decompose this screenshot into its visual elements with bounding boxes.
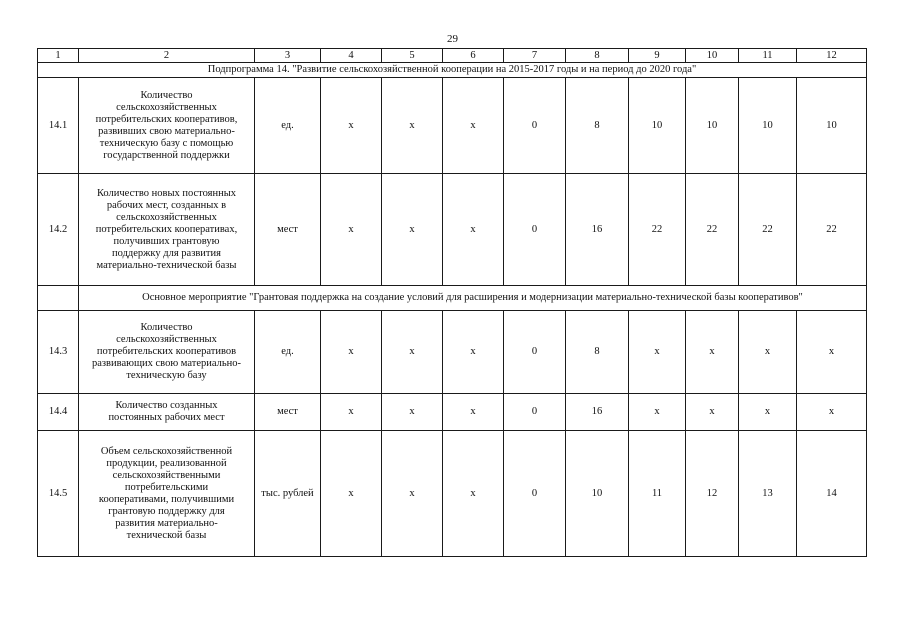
table-row: [38, 394, 867, 431]
value-cell: х: [686, 311, 739, 394]
value-cell: х: [629, 311, 686, 394]
value-cell: х: [382, 431, 443, 557]
row-number: 14.3: [38, 311, 79, 394]
description-line: поддержку для развития: [112, 247, 221, 259]
description-line: кооперативами, получившими: [98, 493, 235, 505]
value-cell: 0: [504, 174, 566, 286]
column-number: 12: [797, 49, 867, 63]
value-cell: х: [686, 394, 739, 431]
description-line: сельскохозяйственными: [112, 469, 221, 481]
row-number: 14.5: [38, 431, 79, 557]
value-cell: 22: [739, 174, 797, 286]
description-line: техническую базу с помощью: [99, 137, 234, 149]
description-line: сельскохозяйственных: [116, 211, 217, 223]
indicator-description: [79, 394, 255, 431]
value-cell: 12: [686, 431, 739, 557]
value-cell: 8: [566, 311, 629, 394]
value-cell: х: [321, 394, 382, 431]
value-cell: 14: [797, 431, 867, 557]
column-number: 11: [739, 49, 797, 63]
column-number: 4: [321, 49, 382, 63]
value-cell: 0: [504, 394, 566, 431]
value-cell: 11: [629, 431, 686, 557]
value-cell: х: [443, 394, 504, 431]
column-number-row: [38, 49, 867, 63]
value-cell: 13: [739, 431, 797, 557]
description-line: Количество новых постоянных: [96, 187, 237, 199]
table-row: [38, 431, 867, 557]
table-row: [38, 78, 867, 174]
description-line: рабочих мест, созданных в: [106, 199, 227, 211]
column-number: 7: [504, 49, 566, 63]
value-cell: х: [443, 78, 504, 174]
unit-cell: ед.: [255, 311, 321, 394]
column-number: 2: [79, 49, 255, 63]
column-number: 3: [255, 49, 321, 63]
column-number: 9: [629, 49, 686, 63]
value-cell: х: [382, 311, 443, 394]
value-cell: х: [739, 394, 797, 431]
subprogram-row: [38, 63, 867, 78]
value-cell: 8: [566, 78, 629, 174]
main-activity-title: Основное мероприятие "Грантовая поддержка на создание условий для расширения и модернизации материально-технической базы кооперативов": [79, 286, 867, 311]
description-line: Количество: [140, 322, 193, 333]
column-number: 1: [38, 49, 79, 63]
value-cell: х: [321, 311, 382, 394]
description-line: потребительскими: [124, 481, 209, 493]
value-cell: 10: [797, 78, 867, 174]
value-cell: 10: [629, 78, 686, 174]
unit-cell: мест: [255, 394, 321, 431]
description-line: развивающих свою материально-: [91, 358, 242, 369]
description-line: развивших свою материально-: [98, 125, 235, 137]
value-cell: х: [739, 311, 797, 394]
value-cell: 0: [504, 311, 566, 394]
row-number: 14.1: [38, 78, 79, 174]
description-line: сельскохозяйственных: [116, 101, 217, 113]
value-cell: х: [382, 394, 443, 431]
value-cell: х: [443, 174, 504, 286]
description-line: государственной поддержки: [103, 149, 230, 161]
value-cell: х: [321, 174, 382, 286]
description-line: техническую базу: [126, 370, 207, 381]
subprogram-title: Подпрограмма 14. "Развитие сельскохозяйственной кооперации на 2015-2017 годы и на период до 2020 года": [38, 63, 867, 78]
column-number: 8: [566, 49, 629, 63]
value-cell: х: [321, 78, 382, 174]
description-line: потребительских кооперативов,: [95, 113, 238, 125]
description-line: грантовую поддержку для: [108, 505, 225, 517]
table-row: [38, 174, 867, 286]
value-cell: 10: [566, 431, 629, 557]
value-cell: 22: [686, 174, 739, 286]
value-cell: х: [382, 174, 443, 286]
description-line: Объем сельскохозяйственной: [100, 445, 233, 457]
indicator-description: [79, 174, 255, 286]
value-cell: 16: [566, 394, 629, 431]
indicators-table: [37, 48, 867, 557]
description-line: получивших грантовую: [113, 235, 220, 247]
value-cell: 16: [566, 174, 629, 286]
description-line: потребительских кооперативах,: [95, 223, 238, 235]
description-line: постоянных рабочих мест: [108, 412, 225, 423]
description-line: Количество созданных: [115, 400, 218, 411]
description-line: сельскохозяйственных: [116, 334, 217, 345]
value-cell: 22: [629, 174, 686, 286]
value-cell: 0: [504, 431, 566, 557]
description-line: технической базы: [126, 529, 207, 541]
unit-cell: тыс. рублей: [255, 431, 321, 557]
column-number: 5: [382, 49, 443, 63]
description-line: развития материально-: [115, 517, 218, 529]
description-line: продукции, реализованной: [106, 457, 227, 469]
indicator-description: [79, 78, 255, 174]
indicator-description: [79, 311, 255, 394]
value-cell: х: [443, 311, 504, 394]
row-number: 14.4: [38, 394, 79, 431]
unit-cell: ед.: [255, 78, 321, 174]
value-cell: х: [382, 78, 443, 174]
unit-cell: мест: [255, 174, 321, 286]
description-line: потребительских кооперативов: [96, 346, 237, 357]
row-number: 14.2: [38, 174, 79, 286]
value-cell: 10: [739, 78, 797, 174]
description-line: Количество: [140, 89, 193, 101]
value-cell: х: [443, 431, 504, 557]
value-cell: 0: [504, 78, 566, 174]
value-cell: х: [797, 394, 867, 431]
column-number: 10: [686, 49, 739, 63]
indicator-description: [79, 431, 255, 557]
main-activity-row: [38, 286, 867, 311]
description-line: материально-технической базы: [96, 259, 237, 271]
value-cell: 22: [797, 174, 867, 286]
table-row: [38, 311, 867, 394]
column-number: 6: [443, 49, 504, 63]
page-number: 29: [447, 33, 458, 45]
value-cell: х: [629, 394, 686, 431]
value-cell: х: [797, 311, 867, 394]
value-cell: 10: [686, 78, 739, 174]
value-cell: х: [321, 431, 382, 557]
